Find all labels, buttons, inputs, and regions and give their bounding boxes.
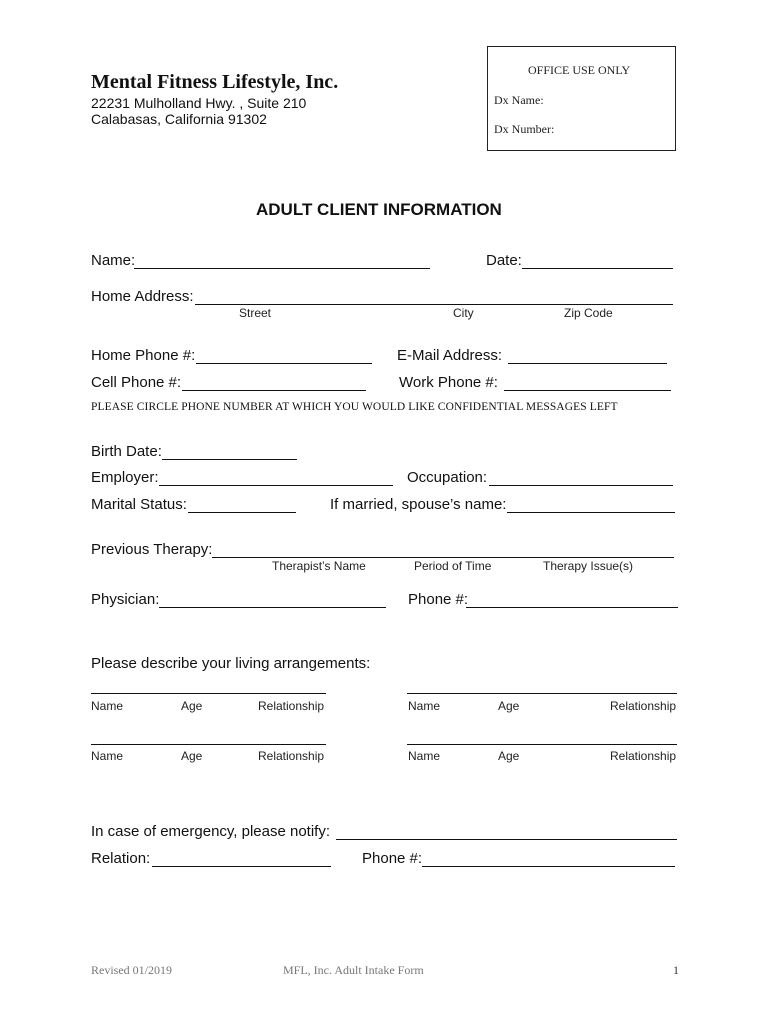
living-entry-4[interactable]	[407, 744, 677, 745]
previous-therapy-field[interactable]	[212, 557, 674, 558]
period-caption: Period of Time	[414, 559, 492, 573]
dx-number-label: Dx Number:	[494, 122, 555, 136]
home-address-label: Home Address:	[91, 288, 194, 305]
emergency-label: In case of emergency, please notify:	[91, 823, 331, 840]
zip-caption: Zip Code	[564, 306, 613, 320]
work-phone-label: Work Phone #:	[399, 374, 498, 391]
living-entry-3[interactable]	[91, 744, 326, 745]
living-col-age: Age	[181, 749, 203, 763]
dx-name-label: Dx Name:	[494, 93, 544, 107]
cell-phone-field[interactable]	[182, 390, 366, 391]
revised-date: Revised 01/2019	[91, 963, 172, 977]
living-col-name: Name	[91, 699, 124, 713]
living-entry-1[interactable]	[91, 693, 326, 694]
page-number: 1	[673, 963, 679, 977]
office-use-box	[487, 46, 676, 151]
address-line-2: Calabasas, California 91302	[91, 111, 267, 127]
cell-phone-label: Cell Phone #:	[91, 374, 182, 391]
city-caption: City	[453, 306, 474, 320]
street-caption: Street	[239, 306, 272, 320]
employer-label: Employer:	[91, 469, 159, 486]
therapy-issues-caption: Therapy Issue(s)	[543, 559, 634, 573]
living-col-age: Age	[498, 749, 520, 763]
form-name-footer: MFL, Inc. Adult Intake Form	[283, 963, 424, 977]
company-name: Mental Fitness Lifestyle, Inc.	[91, 71, 339, 93]
address-line-1: 22231 Mulholland Hwy. , Suite 210	[91, 95, 307, 111]
physician-label: Physician:	[91, 591, 160, 608]
work-phone-field[interactable]	[504, 390, 671, 391]
office-use-title: OFFICE USE ONLY	[528, 63, 631, 77]
home-phone-field[interactable]	[196, 363, 372, 364]
marital-status-label: Marital Status:	[91, 496, 187, 513]
name-field[interactable]	[134, 268, 430, 269]
birth-date-field[interactable]	[162, 459, 297, 460]
physician-phone-label: Phone #:	[408, 591, 469, 608]
email-field[interactable]	[508, 363, 667, 364]
circle-phone-note: PLEASE CIRCLE PHONE NUMBER AT WHICH YOU WOULD LIKE CONFIDENTIAL MESSAGES LEFT	[91, 401, 618, 413]
physician-phone-field[interactable]	[466, 607, 678, 608]
date-field[interactable]	[522, 268, 673, 269]
living-col-relationship: Relationship	[258, 749, 325, 763]
therapist-name-caption: Therapist’s Name	[272, 559, 366, 573]
employer-field[interactable]	[159, 485, 393, 486]
home-phone-label: Home Phone #:	[91, 347, 196, 364]
emergency-phone-field[interactable]	[422, 866, 675, 867]
living-arrangements-label: Please describe your living arrangements:	[91, 655, 371, 672]
occupation-label: Occupation:	[407, 469, 488, 486]
living-col-relationship: Relationship	[610, 749, 677, 763]
occupation-field[interactable]	[489, 485, 673, 486]
birth-date-label: Birth Date:	[91, 443, 162, 460]
emergency-phone-label: Phone #:	[362, 850, 423, 867]
relation-label: Relation:	[91, 850, 151, 867]
living-col-age: Age	[181, 699, 203, 713]
emergency-contact-field[interactable]	[336, 839, 677, 840]
living-col-name: Name	[408, 749, 441, 763]
spouse-name-field[interactable]	[507, 512, 675, 513]
living-col-relationship: Relationship	[610, 699, 677, 713]
spouse-name-label: If married, spouse’s name:	[330, 496, 507, 513]
name-label: Name:	[91, 252, 136, 269]
home-address-field[interactable]	[195, 304, 673, 305]
email-label: E-Mail Address:	[397, 347, 503, 364]
form-title: ADULT CLIENT INFORMATION	[256, 200, 502, 219]
living-col-name: Name	[91, 749, 124, 763]
date-label: Date:	[486, 252, 522, 269]
living-col-age: Age	[498, 699, 520, 713]
physician-field[interactable]	[159, 607, 386, 608]
previous-therapy-label: Previous Therapy:	[91, 541, 213, 558]
marital-status-field[interactable]	[188, 512, 296, 513]
living-entry-2[interactable]	[407, 693, 677, 694]
relation-field[interactable]	[152, 866, 331, 867]
living-col-relationship: Relationship	[258, 699, 325, 713]
living-col-name: Name	[408, 699, 441, 713]
